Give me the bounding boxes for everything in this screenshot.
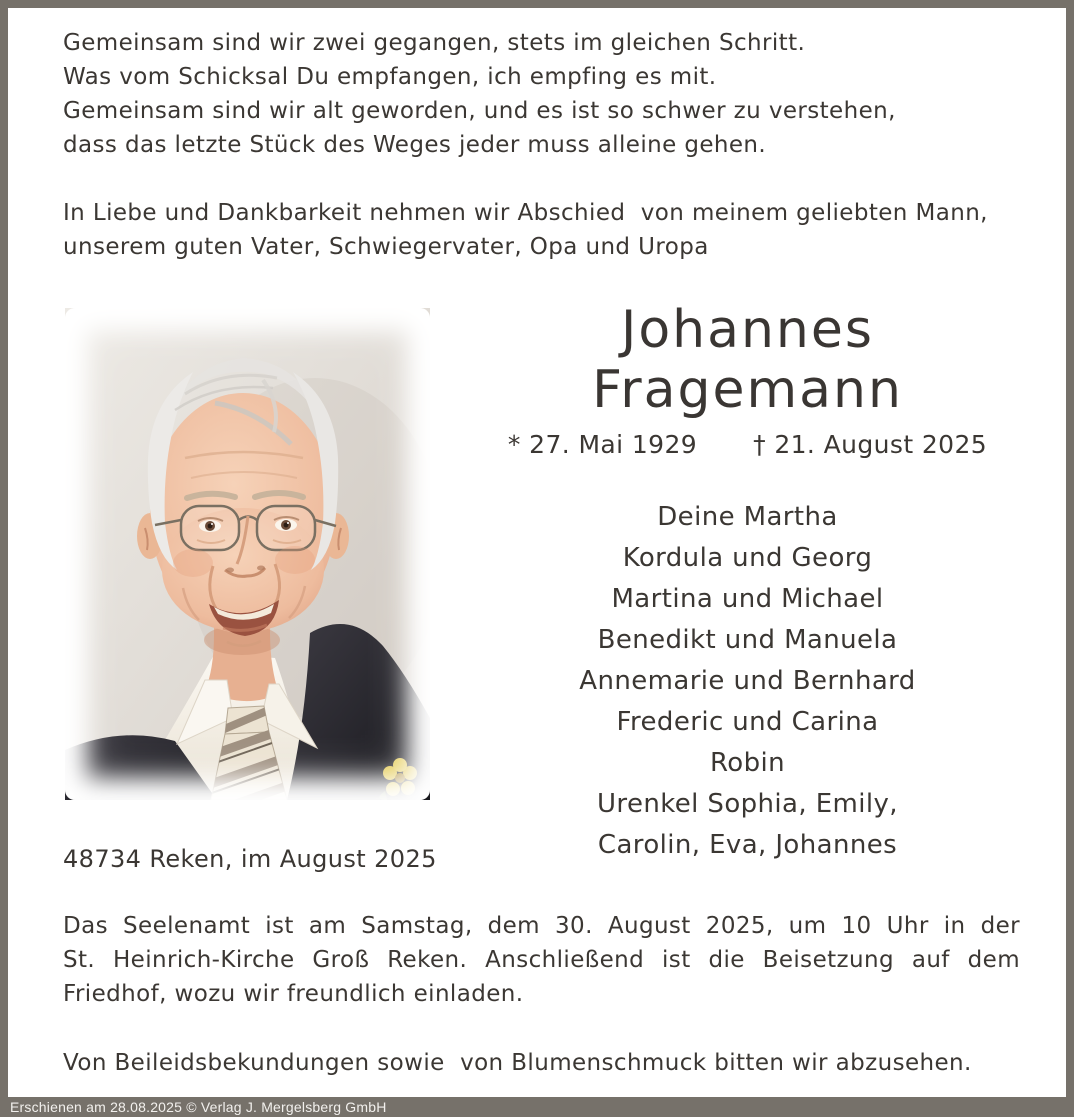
intro-paragraph	[63, 196, 1043, 264]
service-paragraph	[63, 909, 1020, 1011]
mourner-line: Deine Martha	[657, 502, 838, 532]
place-date: 48734 Reken, im August 2025	[63, 845, 437, 873]
poem-line: Was vom Schicksal Du empfangen, ich empfing es mit.	[63, 64, 717, 90]
mourner-line: Frederic und Carina	[616, 707, 879, 737]
service-line: Friedhof, wozu wir freundlich einladen.	[63, 981, 524, 1007]
poem-line: Gemeinsam sind wir zwei gegangen, stets im gleichen Schritt.	[63, 30, 806, 56]
mourner-line: Benedikt und Manuela	[597, 625, 898, 655]
portrait-photo	[65, 308, 430, 800]
birth-date: * 27. Mai 1929	[507, 430, 698, 459]
intro-line: In Liebe und Dankbarkeit nehmen wir Abschied von meinem geliebten Mann,	[63, 200, 988, 226]
intro-line: unserem guten Vater, Schwiegervater, Opa und Uropa	[63, 234, 709, 260]
death-date: † 21. August 2025	[753, 430, 988, 459]
service-line: Das Seelenamt ist am Samstag, dem 30. August 2025, um 10 Uhr in der	[63, 913, 1020, 939]
mourner-line: Martina und Michael	[611, 584, 884, 614]
poem-line: Gemeinsam sind wir alt geworden, und es ist so schwer zu verstehen,	[63, 98, 896, 124]
mourner-line: Annemarie und Bernhard	[579, 666, 916, 696]
publisher-footer-text: Erschienen am 28.08.2025 © Verlag J. Mergelsberg GmbH	[10, 1099, 387, 1115]
mourner-line: Robin	[709, 748, 785, 778]
poem	[63, 26, 1013, 162]
condolence-note: Von Beileidsbekundungen sowie von Blumenschmuck bitten wir abzusehen.	[63, 1050, 972, 1076]
mourner-line: Carolin, Eva, Johannes	[597, 830, 898, 860]
mourner-line: Urenkel Sophia, Emily,	[597, 789, 898, 819]
life-dates	[460, 428, 1035, 462]
service-line: St. Heinrich-Kirche Groß Reken. Anschließend ist die Beisetzung auf dem	[63, 947, 1020, 973]
deceased-block	[460, 300, 1035, 866]
poem-line: dass das letzte Stück des Weges jeder muss alleine gehen.	[63, 132, 767, 158]
mourners-list	[460, 497, 1035, 866]
deceased-name: Johannes Fragemann	[592, 300, 903, 420]
mourner-line: Kordula und Georg	[622, 543, 873, 573]
portrait-photo-image	[65, 308, 430, 800]
publisher-footer-bar	[0, 1097, 1074, 1117]
